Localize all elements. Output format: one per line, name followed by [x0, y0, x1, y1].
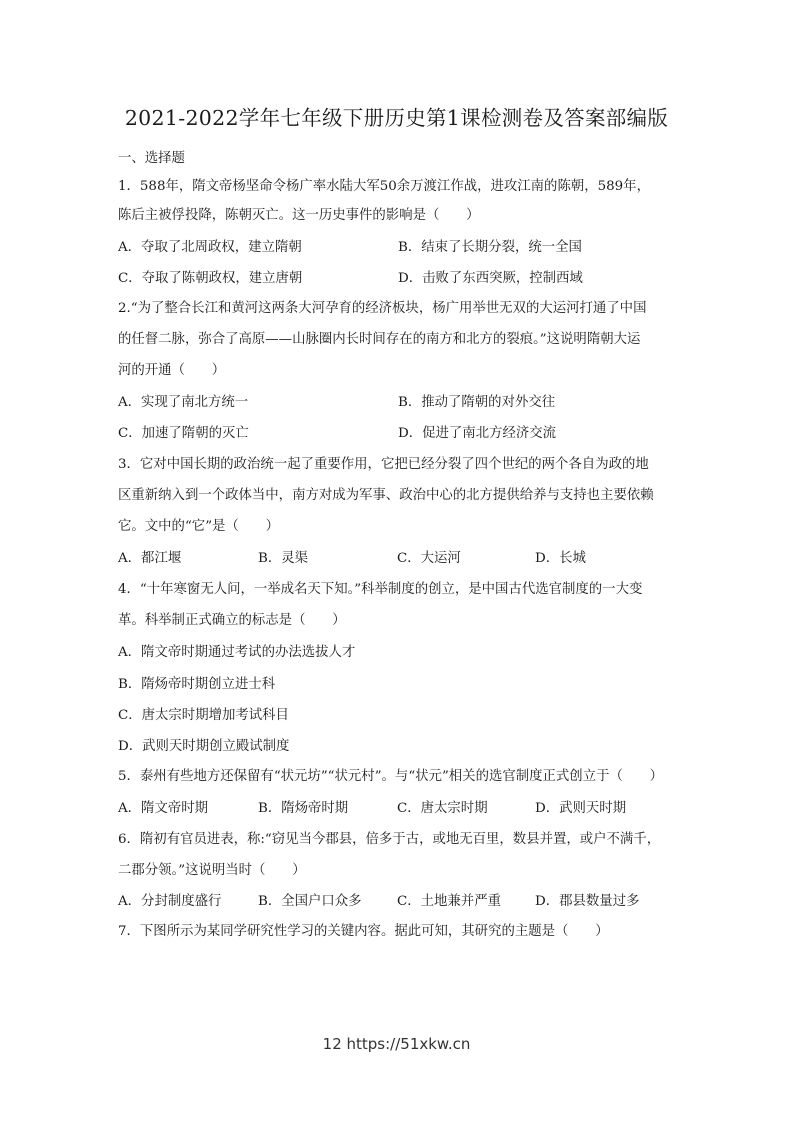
question-5-stem-line-1: 5．泰州有些地方还保留有“状元坊”“状元村”。与“状元”相关的选官制度正式创立于（ ） [118, 769, 664, 784]
question-5-option-c[interactable]: C．唐太宗时期 [397, 801, 488, 816]
question-5-option-b[interactable]: B．隋炀帝时期 [258, 801, 349, 816]
question-3-stem-line-2: 区重新纳入到一个政体当中，南方对成为军事、政治中心的北方提供给养与支持也主要依赖 [118, 488, 654, 503]
question-7-stem-line-1: 7．下图所示为某同学研究性学习的关键内容。据此可知，其研究的主题是（ ） [118, 924, 609, 939]
question-4-option-d[interactable]: D．武则天时期创立殿试制度 [118, 739, 290, 754]
question-1-option-a[interactable]: A．夺取了北周政权，建立隋朝 [118, 240, 302, 255]
question-1-option-c[interactable]: C．夺取了陈朝政权，建立唐朝 [118, 271, 303, 286]
question-3-option-a[interactable]: A．都江堰 [118, 551, 182, 566]
question-4-option-c[interactable]: C．唐太宗时期增加考试科目 [118, 708, 289, 723]
question-3-option-c[interactable]: C．大运河 [397, 551, 461, 566]
question-2-option-b[interactable]: B．推动了隋朝的对外交往 [398, 395, 556, 410]
question-2-option-c[interactable]: C．加速了隋朝的灭亡 [118, 426, 249, 441]
page-footer: 12 https://51xkw.cn [322, 1035, 471, 1053]
question-6-option-c[interactable]: C．土地兼并严重 [397, 894, 501, 909]
question-2-stem-line-2: 的任督二脉，弥合了高原——山脉圈内长时间存在的南方和北方的裂痕。”这说明隋朝大运 [118, 332, 641, 347]
question-4-stem-line-2: 革。科举制正式确立的标志是（ ） [118, 613, 346, 628]
question-1-stem-line-2: 陈后主被俘投降，陈朝灭亡。这一历史事件的影响是（ ） [118, 208, 480, 223]
section-heading: 一、选择题 [118, 151, 185, 166]
question-6-option-a[interactable]: A．分封制度盛行 [118, 894, 222, 909]
question-1-option-b[interactable]: B．结束了长期分裂，统一全国 [398, 240, 582, 255]
question-3-option-b[interactable]: B．灵渠 [258, 551, 309, 566]
question-6-stem-line-2: 二郡分领。”这说明当时（ ） [118, 863, 306, 878]
question-6-option-b[interactable]: B．全国户口众多 [258, 894, 362, 909]
question-1-stem-line-1: 1．588年，隋文帝杨坚命令杨广率水陆大军50余万渡江作战，进攻江南的陈朝，589年， [118, 179, 650, 194]
question-2-option-d[interactable]: D．促进了南北方经济交流 [398, 426, 557, 441]
question-2-stem-line-1: 2.“为了整合长江和黄河这两条大河孕育的经济板块，杨广用举世无双的大运河打通了中国 [118, 301, 647, 316]
question-3-stem-line-3: 它。文中的“它”是（ ） [118, 519, 279, 534]
question-2-stem-line-3: 河的开通（ ） [118, 363, 226, 378]
document-title: 2021-2022学年七年级下册历史第1课检测卷及答案部编版 [124, 106, 669, 130]
question-4-stem-line-1: 4．“十年寒窗无人问，一举成名天下知。”科举制度的创立，是中国古代选官制度的一大变 [118, 582, 643, 597]
question-4-option-b[interactable]: B．隋炀帝时期创立进士科 [118, 677, 276, 692]
question-1-option-d[interactable]: D．击败了东西突厥，控制西域 [398, 271, 583, 286]
question-5-option-d[interactable]: D．武则天时期 [535, 801, 627, 816]
question-2-option-a[interactable]: A．实现了南北方统一 [118, 395, 249, 410]
question-4-option-a[interactable]: A．隋文帝时期通过考试的办法选拔人才 [118, 645, 356, 660]
question-6-option-d[interactable]: D．郡县数量过多 [535, 894, 640, 909]
question-6-stem-line-1: 6．隋初有官员进表，称:“窃见当今郡县，倍多于古，或地无百里，数县并置，或户不满千， [118, 832, 661, 847]
question-5-option-a[interactable]: A．隋文帝时期 [118, 801, 209, 816]
question-3-option-d[interactable]: D．长城 [535, 551, 586, 566]
question-3-stem-line-1: 3．它对中国长期的政治统一起了重要作用，它把已经分裂了四个世纪的两个各自为政的地 [118, 457, 649, 472]
